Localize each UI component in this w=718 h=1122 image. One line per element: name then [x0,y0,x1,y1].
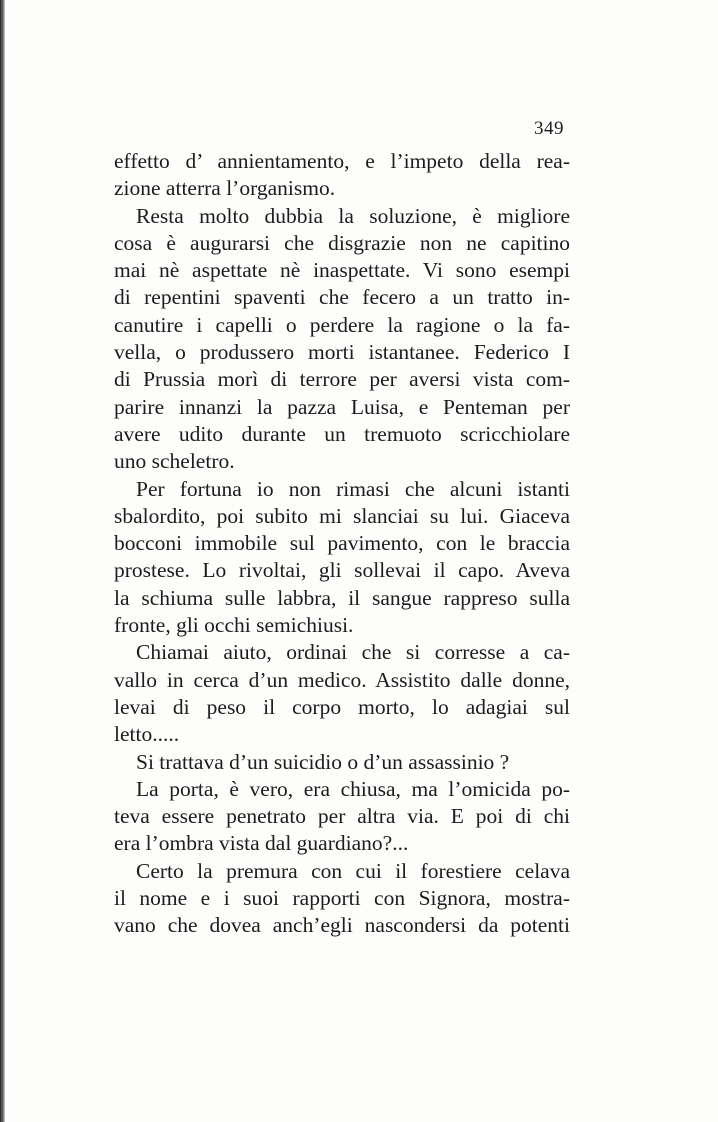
text-line: uno scheletro. [114,449,235,474]
text-line: parire innanzi la pazza Luisa, e Penteman per [114,394,570,419]
text-line: effetto d’ annientamento, e l’impeto della rea- [114,149,570,173]
text-line: mai nè aspettate nè inaspettate. Vi sono esempi [114,258,570,283]
text-line: fronte, gli occhi semichiusi. [114,613,354,638]
text-line: Per fortuna io non rimasi che alcuni istanti [136,476,570,501]
text-line: la schiuma sulle labbra, il sangue rappreso sulla [114,585,570,610]
text-line: letto..... [114,722,180,747]
text-line: levai di peso il corpo morto, lo adagiai sul [114,694,570,719]
text-line: era l’ombra vista dal guardiano?... [114,831,409,856]
page-binding-edge [0,0,5,1122]
text-line: prostese. Lo rivoltai, gli sollevai il capo. Aveva [114,558,570,583]
text-line: La porta, è vero, era chiusa, ma l’omicida po- [136,776,570,801]
text-line: vano che dovea anch’egli nascondersi da potenti [114,913,570,938]
page-number: 349 [534,118,564,139]
text-line: zione atterra l’organismo. [114,176,336,201]
text-line: cosa è augurarsi che disgrazie non ne capitino [114,230,570,255]
text-line: vella, o produssero morti istantanee. Federico I [114,340,570,365]
text-line: Chiamai aiuto, ordinai che si corresse a ca- [136,640,570,665]
text-line: di Prussia morì di terrore per aversi vista com- [114,367,570,392]
text-line: avere udito durante un tremuoto scricchiolare [114,421,570,446]
body-text [114,148,570,940]
text-line: vallo in cerca d’un medico. Assistito dalle donne, [114,667,570,692]
text-line: canutire i capelli o perdere la ragione o la fa- [114,312,570,337]
text-line: Resta molto dubbia la soluzione, è migliore [136,203,570,228]
text-line: di repentini spaventi che fecero a un tratto in- [114,285,570,310]
text-line: Certo la premura con cui il forestiere celava [136,858,570,883]
text-line: teva essere penetrato per altra via. E poi di chi [114,804,570,829]
text-line: sbalordito, poi subito mi slanciai su lui. Giaceva [114,503,570,528]
text-line: Si trattava d’un suicidio o d’un assassinio ? [136,749,510,774]
text-line: bocconi immobile sul pavimento, con le braccia [114,531,570,556]
text-line: il nome e i suoi rapporti con Signora, mostra- [114,886,570,911]
